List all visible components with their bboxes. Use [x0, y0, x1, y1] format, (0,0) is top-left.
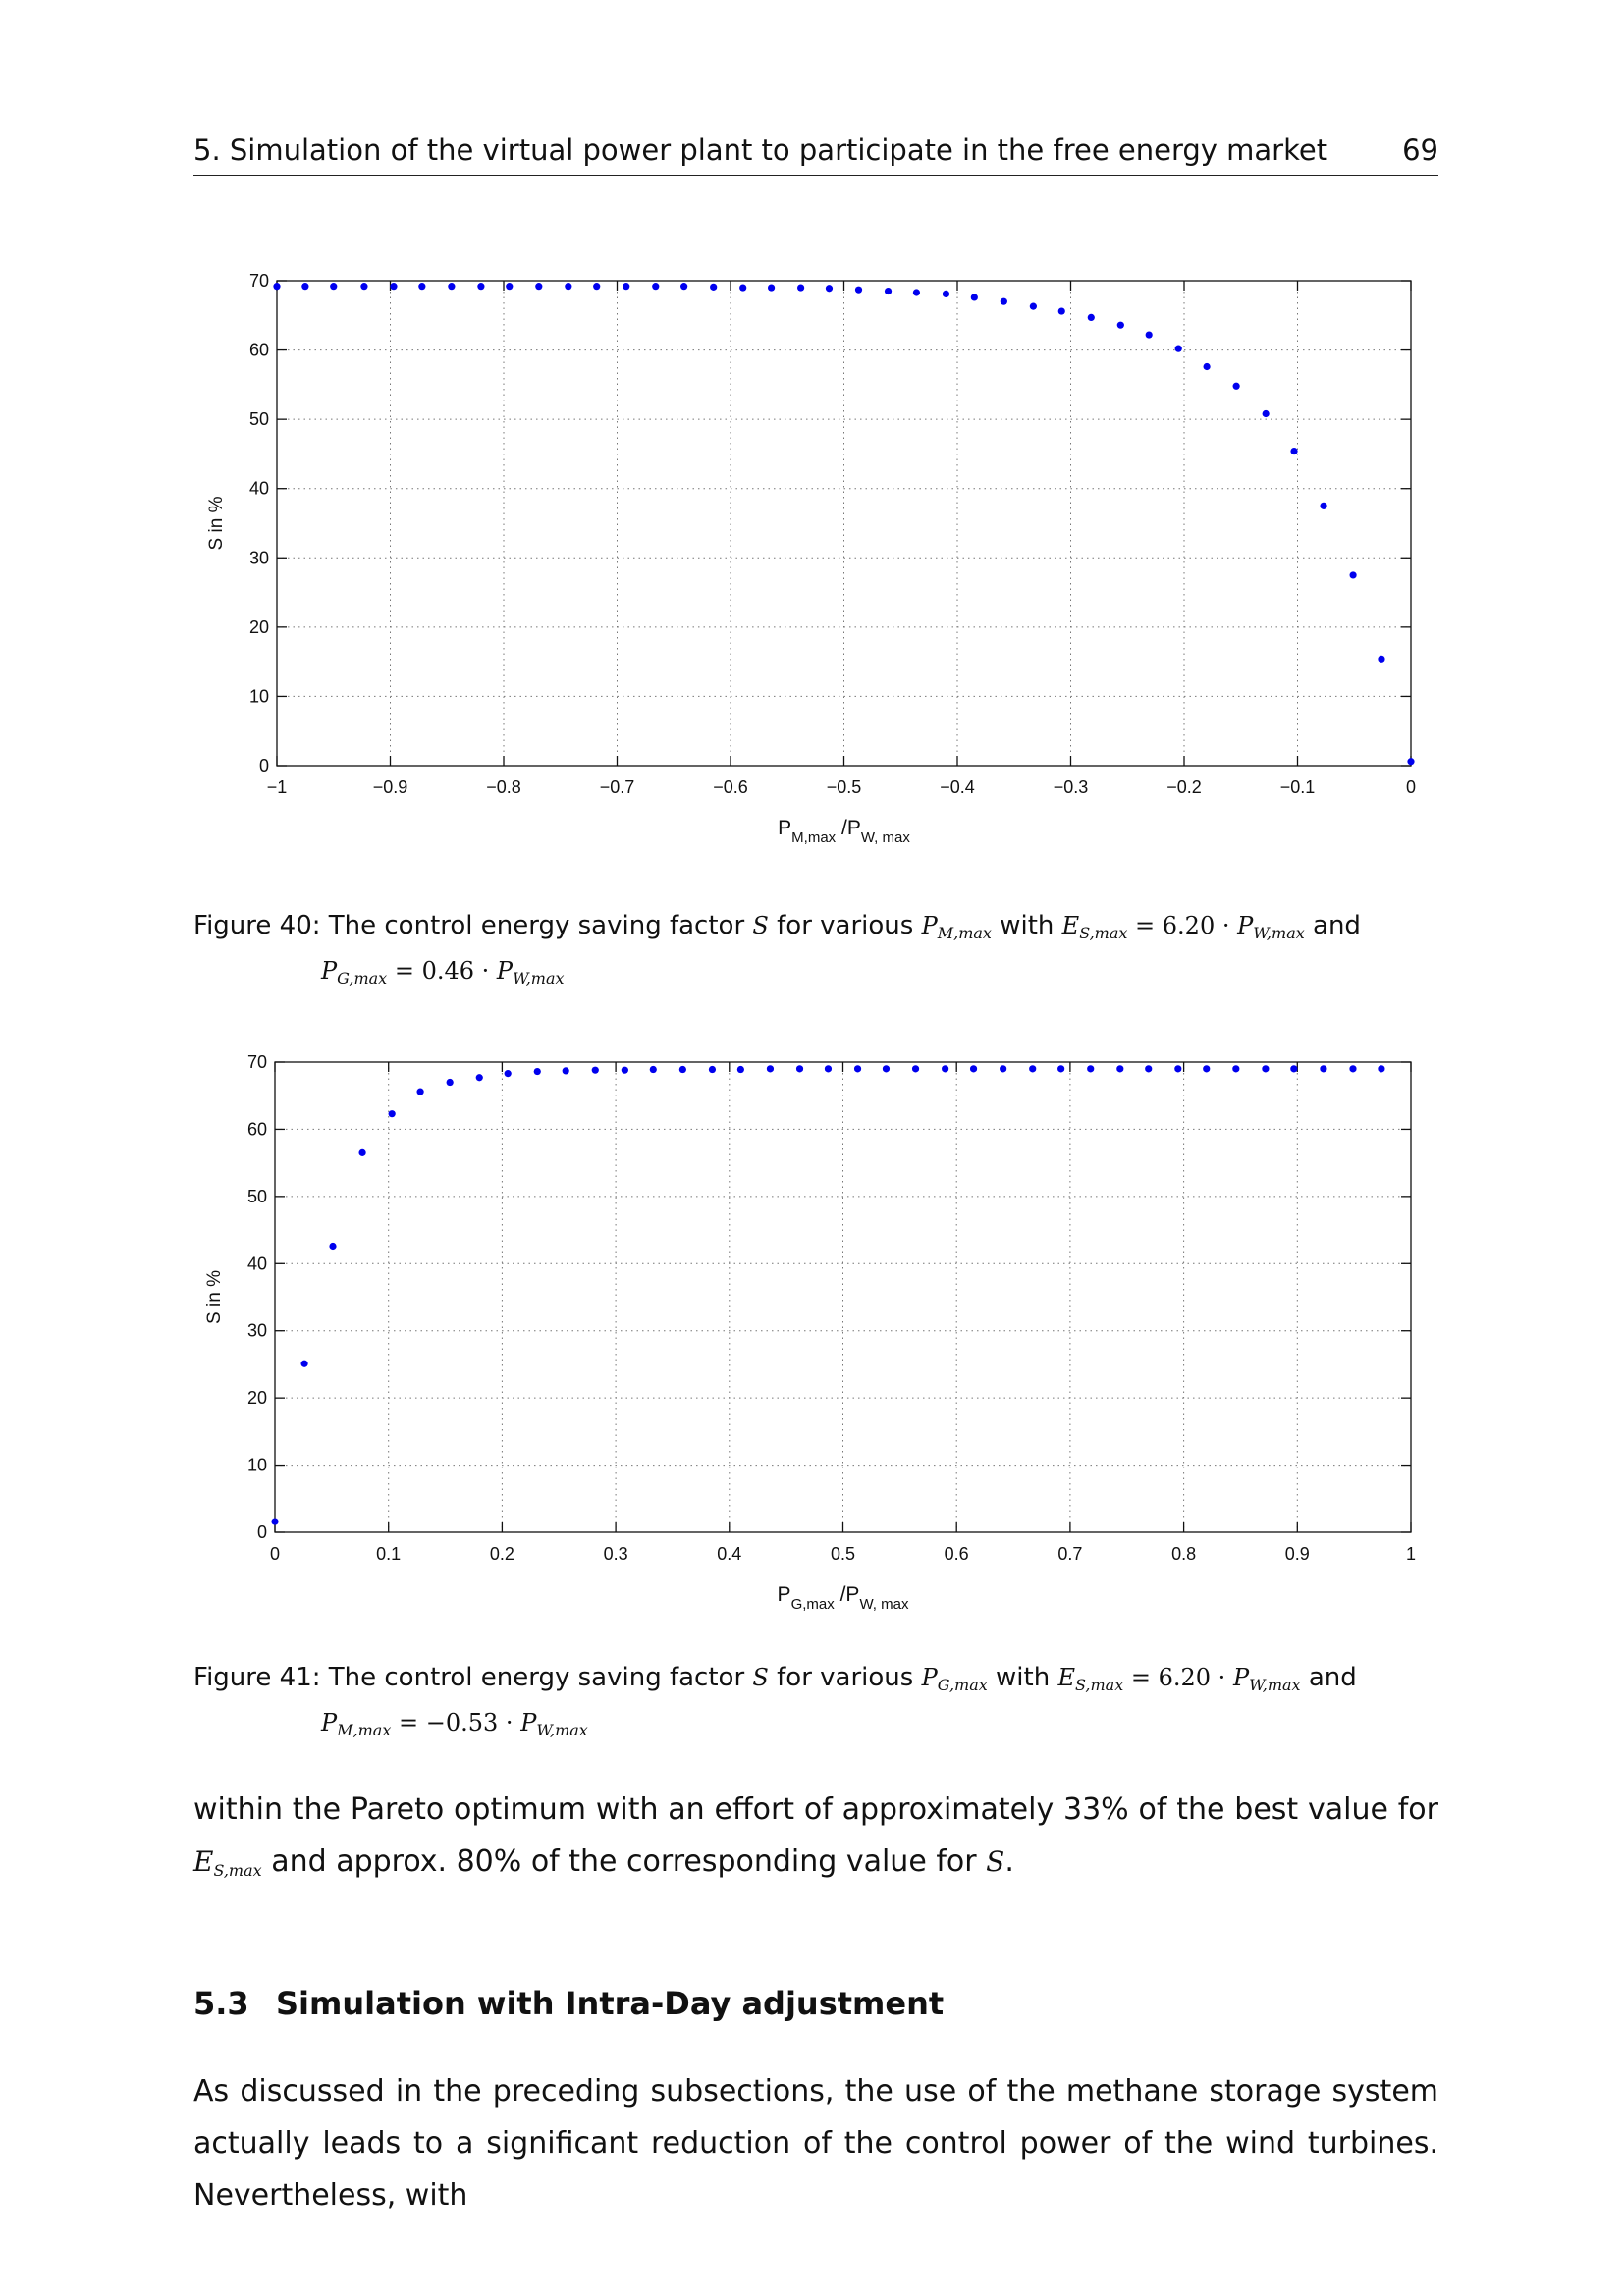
data-point: [1145, 1065, 1152, 1072]
data-point: [913, 289, 920, 295]
data-point: [709, 1066, 716, 1073]
data-point: [679, 1066, 686, 1073]
x-tick-label: 0.4: [717, 1544, 742, 1564]
data-point: [563, 1067, 569, 1074]
x-tick-label: −0.6: [713, 777, 748, 797]
y-tick-label: 10: [248, 686, 269, 707]
data-point: [360, 283, 367, 290]
data-point: [650, 1066, 657, 1073]
data-point: [477, 283, 484, 290]
data-point: [1116, 1065, 1123, 1072]
data-point: [1203, 1065, 1210, 1072]
data-point: [1146, 331, 1153, 338]
data-point: [329, 1243, 336, 1250]
data-point: [1320, 503, 1326, 509]
data-point: [1290, 448, 1297, 454]
x-tick-label: −1: [266, 777, 288, 797]
data-point: [796, 1065, 803, 1072]
data-point: [300, 1361, 307, 1367]
data-point: [971, 294, 978, 300]
data-point: [1057, 1065, 1064, 1072]
data-point: [1232, 1065, 1239, 1072]
y-tick-label: 30: [248, 548, 269, 568]
data-point: [1233, 383, 1240, 390]
x-tick-label: −0.3: [1053, 777, 1089, 797]
data-point: [623, 283, 629, 290]
x-tick-label: 0.3: [603, 1544, 628, 1564]
y-axis-label: S in %: [204, 1270, 225, 1324]
data-point: [358, 1149, 365, 1156]
data-point: [1088, 314, 1095, 321]
y-tick-label: 60: [248, 340, 269, 360]
data-point: [592, 1067, 599, 1074]
data-point: [534, 1068, 541, 1075]
data-point: [1001, 298, 1007, 305]
y-tick-label: 70: [248, 271, 269, 291]
x-tick-label: 0.8: [1171, 1544, 1197, 1564]
data-point: [505, 1070, 512, 1077]
x-tick-label: 0.7: [1057, 1544, 1083, 1564]
data-point: [447, 1079, 454, 1086]
data-point: [883, 1065, 890, 1072]
plot-frame: [277, 281, 1411, 766]
x-tick-label: 0: [269, 1544, 281, 1564]
data-point: [710, 284, 717, 291]
x-axis-label: $P_{M,max}$ $/P_{W, max}$: [778, 817, 910, 846]
x-tick-label: 0.9: [1284, 1544, 1310, 1564]
section-title: Simulation with Intra-Day adjustment: [276, 1985, 945, 2022]
data-point: [1058, 307, 1065, 314]
data-point: [1349, 1065, 1356, 1072]
data-point: [1175, 346, 1182, 352]
paragraph-pareto: within the Pareto optimum with an effort of approximately 33% of the best value for $E_{S,max}$ and approx. 80% of the corresponding value for S.: [193, 1792, 1438, 1880]
data-point: [680, 283, 687, 290]
y-axis-label: S in %: [206, 496, 227, 551]
data-point: [768, 284, 775, 291]
figure-41-scatter-plot: [0, 1026, 1624, 1644]
data-point: [1407, 758, 1414, 765]
figure-41-caption: Figure 41: The control energy saving factor S for various $P_{G,max}$ with $E_{S,max} = 6.20 \cdot P_{W,max}$ and $P_{M,max} = -0.53 \cdot P_{W,max}$: [193, 1663, 1357, 1739]
data-point: [506, 283, 513, 290]
paragraph-intro: As discussed in the preceding subsections, the use of the methane storage system actually leads to a significant reduction of the control power of the wind turbines. Nevertheless, with: [193, 2074, 1438, 2213]
section-heading: [193, 1985, 944, 2022]
page-number: 69: [1402, 133, 1438, 167]
caption-label: Figure 41:: [193, 1663, 321, 1692]
running-header: [193, 130, 1438, 176]
data-point: [1000, 1065, 1006, 1072]
caption-label: Figure 40:: [193, 911, 321, 940]
y-tick-label: 40: [246, 1254, 267, 1274]
data-point: [390, 283, 397, 290]
data-point: [652, 283, 659, 290]
y-tick-label: 0: [256, 1522, 267, 1542]
figure-40-caption: Figure 40: The control energy saving factor S for various $P_{M,max}$ with $E_{S,max} = 6.20 \cdot P_{W,max}$ and $P_{G,max} = 0.46 \cdot P_{W,max}$: [193, 911, 1361, 988]
data-point: [1174, 1065, 1181, 1072]
x-tick-label: −0.9: [372, 777, 408, 797]
y-tick-label: 50: [248, 409, 269, 430]
data-point: [389, 1110, 396, 1117]
x-tick-label: −0.2: [1166, 777, 1202, 797]
data-point: [912, 1065, 919, 1072]
y-tick-label: 20: [248, 616, 269, 637]
data-point: [1204, 363, 1211, 370]
data-point: [970, 1065, 977, 1072]
data-point: [1290, 1065, 1297, 1072]
data-point: [330, 283, 337, 290]
data-point: [476, 1074, 483, 1081]
y-tick-label: 20: [246, 1388, 267, 1409]
data-point: [535, 283, 542, 290]
y-tick-label: 40: [248, 478, 269, 499]
data-point: [737, 1066, 744, 1073]
data-point: [1320, 1065, 1326, 1072]
data-point: [593, 283, 600, 290]
data-point: [1029, 1065, 1036, 1072]
y-tick-label: 70: [246, 1052, 267, 1072]
data-point: [565, 283, 571, 290]
data-point: [418, 283, 425, 290]
data-point: [1378, 1065, 1384, 1072]
data-point: [273, 283, 280, 290]
data-point: [885, 288, 892, 294]
y-tick-label: 50: [246, 1186, 267, 1206]
x-tick-label: 0.1: [376, 1544, 402, 1564]
x-tick-label: 0.5: [830, 1544, 856, 1564]
data-point: [942, 1065, 948, 1072]
data-point: [855, 287, 862, 294]
data-point: [854, 1065, 861, 1072]
section-number: 5.3: [193, 1985, 249, 2022]
data-point: [271, 1518, 278, 1524]
data-point: [767, 1065, 774, 1072]
data-point: [1117, 322, 1124, 329]
x-tick-label: −0.7: [599, 777, 635, 797]
data-point: [1378, 656, 1384, 663]
x-tick-label: −0.4: [940, 777, 975, 797]
data-point: [797, 284, 804, 291]
data-point: [622, 1067, 628, 1074]
data-point: [1262, 1065, 1269, 1072]
x-tick-label: 0.6: [944, 1544, 969, 1564]
y-tick-label: 10: [246, 1455, 267, 1475]
data-point: [1030, 303, 1037, 310]
data-point: [1263, 410, 1270, 417]
data-point: [825, 1065, 832, 1072]
data-point: [301, 283, 308, 290]
y-tick-label: 60: [246, 1119, 267, 1140]
data-point: [416, 1089, 423, 1095]
y-tick-label: 0: [258, 756, 269, 775]
data-point: [739, 284, 746, 291]
data-point: [448, 283, 455, 290]
chapter-title: 5. Simulation of the virtual power plant to participate in the free energy market: [193, 133, 1328, 167]
data-point: [826, 285, 833, 292]
data-point: [1087, 1065, 1094, 1072]
x-tick-label: −0.5: [826, 777, 862, 797]
y-tick-label: 30: [246, 1320, 267, 1341]
x-tick-label: 1: [1405, 1544, 1417, 1564]
x-axis-label: $P_{G,max}$ $/P_{W, max}$: [777, 1583, 909, 1613]
data-point: [943, 291, 949, 297]
figure-40-scatter-plot: [0, 250, 1624, 869]
x-tick-label: −0.8: [486, 777, 521, 797]
x-tick-label: −0.1: [1279, 777, 1316, 797]
data-point: [1349, 571, 1356, 578]
x-tick-label: 0.2: [489, 1544, 514, 1564]
x-tick-label: 0: [1405, 777, 1417, 797]
